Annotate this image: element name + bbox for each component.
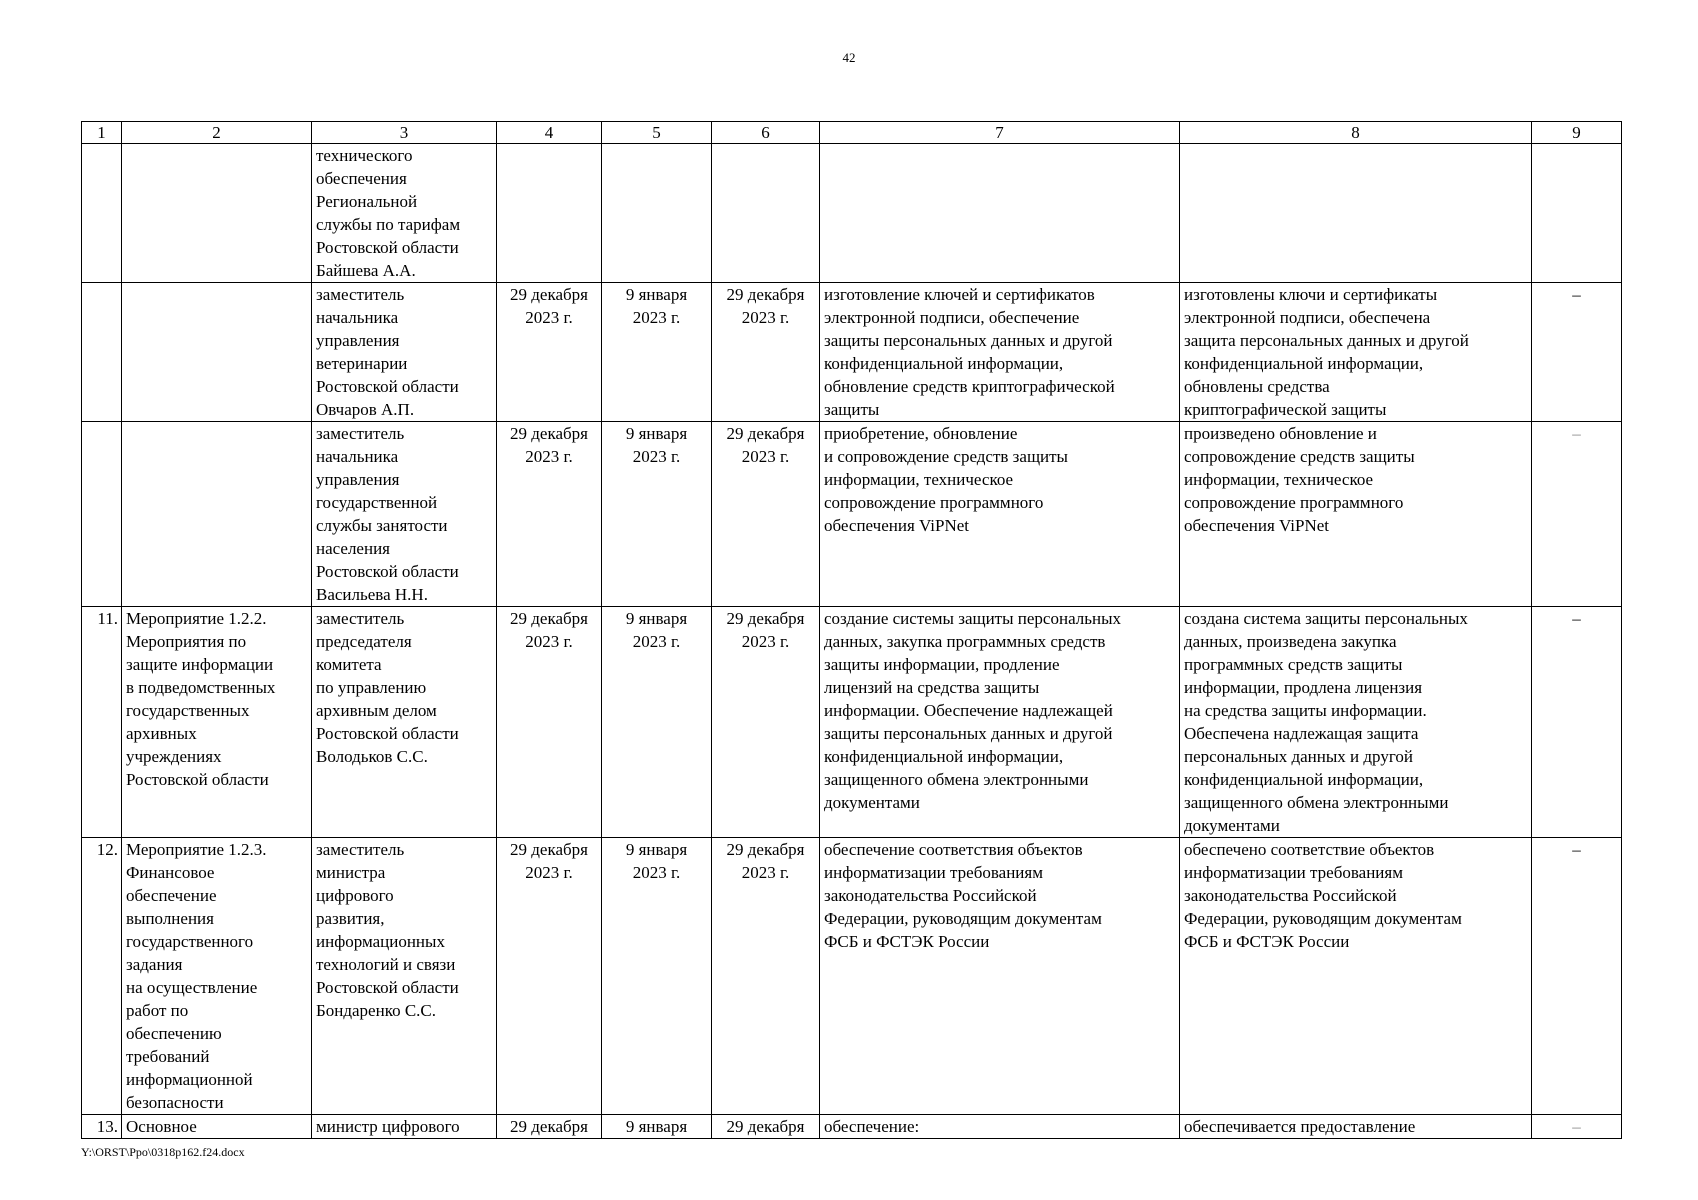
expected-result-cell: обеспечение: (820, 1115, 1180, 1139)
row-number (82, 144, 122, 283)
actual-result-cell (1180, 144, 1532, 283)
table-row (82, 422, 1622, 607)
date-start-cell (497, 144, 602, 283)
date-end-cell: 9 января (602, 1115, 712, 1139)
date-control-cell: 29 декабря 2023 г. (712, 283, 820, 422)
header-cell: 6 (712, 122, 820, 144)
note-cell: – (1532, 607, 1622, 838)
expected-result-cell: обеспечение соответствия объектов информатизации требованиям законодательства Российской Федерации, руководящим документам ФСБ и ФСТЭК России (820, 838, 1180, 1115)
table-row (82, 283, 1622, 422)
header-cell: 8 (1180, 122, 1532, 144)
table-row (82, 1115, 1622, 1139)
note-cell: – (1532, 1115, 1622, 1139)
measure-cell (122, 283, 312, 422)
header-cell: 7 (820, 122, 1180, 144)
responsible-cell: заместитель министра цифрового развития, информационных технологий и связи Ростовской области Бондаренко С.С. (312, 838, 497, 1115)
measures-table (81, 121, 1622, 1139)
table-row (82, 607, 1622, 838)
date-control-cell: 29 декабря 2023 г. (712, 422, 820, 607)
measure-cell: Мероприятие 1.2.3. Финансовое обеспечение выполнения государственного задания на осуществление работ по обеспечению требований информационной безопасности (122, 838, 312, 1115)
actual-result-cell: обеспечено соответствие объектов информатизации требованиям законодательства Российской Федерации, руководящим документам ФСБ и ФСТЭК России (1180, 838, 1532, 1115)
date-end-cell: 9 января 2023 г. (602, 283, 712, 422)
page-number: 42 (842, 50, 856, 65)
date-start-cell: 29 декабря 2023 г. (497, 607, 602, 838)
note-cell: – (1532, 283, 1622, 422)
table-row (82, 838, 1622, 1115)
date-end-cell: 9 января 2023 г. (602, 838, 712, 1115)
actual-result-cell: изготовлены ключи и сертификаты электронной подписи, обеспечена защита персональных данных и другой конфиденциальной информации, обновлены средства криптографической защиты (1180, 283, 1532, 422)
date-end-cell: 9 января 2023 г. (602, 607, 712, 838)
actual-result-cell: обеспечивается предоставление (1180, 1115, 1532, 1139)
header-cell: 9 (1532, 122, 1622, 144)
date-control-cell: 29 декабря (712, 1115, 820, 1139)
header-row (82, 122, 1622, 144)
date-start-cell: 29 декабря 2023 г. (497, 422, 602, 607)
expected-result-cell: создание системы защиты персональных данных, закупка программных средств защиты информации, продление лицензий на средства защиты информации. Обеспечение надлежащей защиты персональных данных и другой конфиденциальной информации, защищенного обмена электронными документами (820, 607, 1180, 838)
header-cell: 1 (82, 122, 122, 144)
note-cell: – (1532, 422, 1622, 607)
date-control-cell (712, 144, 820, 283)
table-row (82, 144, 1622, 283)
row-number: 11. (82, 607, 122, 838)
expected-result-cell: изготовление ключей и сертификатов электронной подписи, обеспечение защиты персональных данных и другой конфиденциальной информации, обновление средств криптографической защиты (820, 283, 1180, 422)
header-cell: 4 (497, 122, 602, 144)
note-cell: – (1532, 838, 1622, 1115)
date-control-cell: 29 декабря 2023 г. (712, 838, 820, 1115)
responsible-cell: заместитель председателя комитета по управлению архивным делом Ростовской области Володьков С.С. (312, 607, 497, 838)
row-number: 12. (82, 838, 122, 1115)
date-end-cell (602, 144, 712, 283)
date-control-cell: 29 декабря 2023 г. (712, 607, 820, 838)
row-number: 13. (82, 1115, 122, 1139)
date-start-cell: 29 декабря (497, 1115, 602, 1139)
responsible-cell: заместитель начальника управления ветеринарии Ростовской области Овчаров А.П. (312, 283, 497, 422)
responsible-cell: технического обеспечения Региональной службы по тарифам Ростовской области Байшева А.А. (312, 144, 497, 283)
responsible-cell: заместитель начальника управления государственной службы занятости населения Ростовской области Васильева Н.Н. (312, 422, 497, 607)
responsible-cell: министр цифрового (312, 1115, 497, 1139)
measure-cell (122, 422, 312, 607)
actual-result-cell: создана система защиты персональных данных, произведена закупка программных средств защиты информации, продлена лицензия на средства защиты информации. Обеспечена надлежащая защита персональных данных и другой конфиденциальной информации, защищенного обмена электронными документами (1180, 607, 1532, 838)
date-end-cell: 9 января 2023 г. (602, 422, 712, 607)
row-number (82, 283, 122, 422)
date-start-cell: 29 декабря 2023 г. (497, 283, 602, 422)
header-cell: 3 (312, 122, 497, 144)
measure-cell: Мероприятие 1.2.2. Мероприятия по защите информации в подведомственных государственных архивных учреждениях Ростовской области (122, 607, 312, 838)
actual-result-cell: произведено обновление и сопровождение средств защиты информации, техническое сопровождение программного обеспечения ViPNet (1180, 422, 1532, 607)
measure-cell: Основное (122, 1115, 312, 1139)
date-start-cell: 29 декабря 2023 г. (497, 838, 602, 1115)
file-path-footer: Y:\ORST\Ppo\0318p162.f24.docx (81, 1145, 245, 1159)
expected-result-cell: приобретение, обновление и сопровождение средств защиты информации, техническое сопровождение программного обеспечения ViPNet (820, 422, 1180, 607)
measure-cell (122, 144, 312, 283)
header-cell: 5 (602, 122, 712, 144)
expected-result-cell (820, 144, 1180, 283)
header-cell: 2 (122, 122, 312, 144)
note-cell (1532, 144, 1622, 283)
row-number (82, 422, 122, 607)
